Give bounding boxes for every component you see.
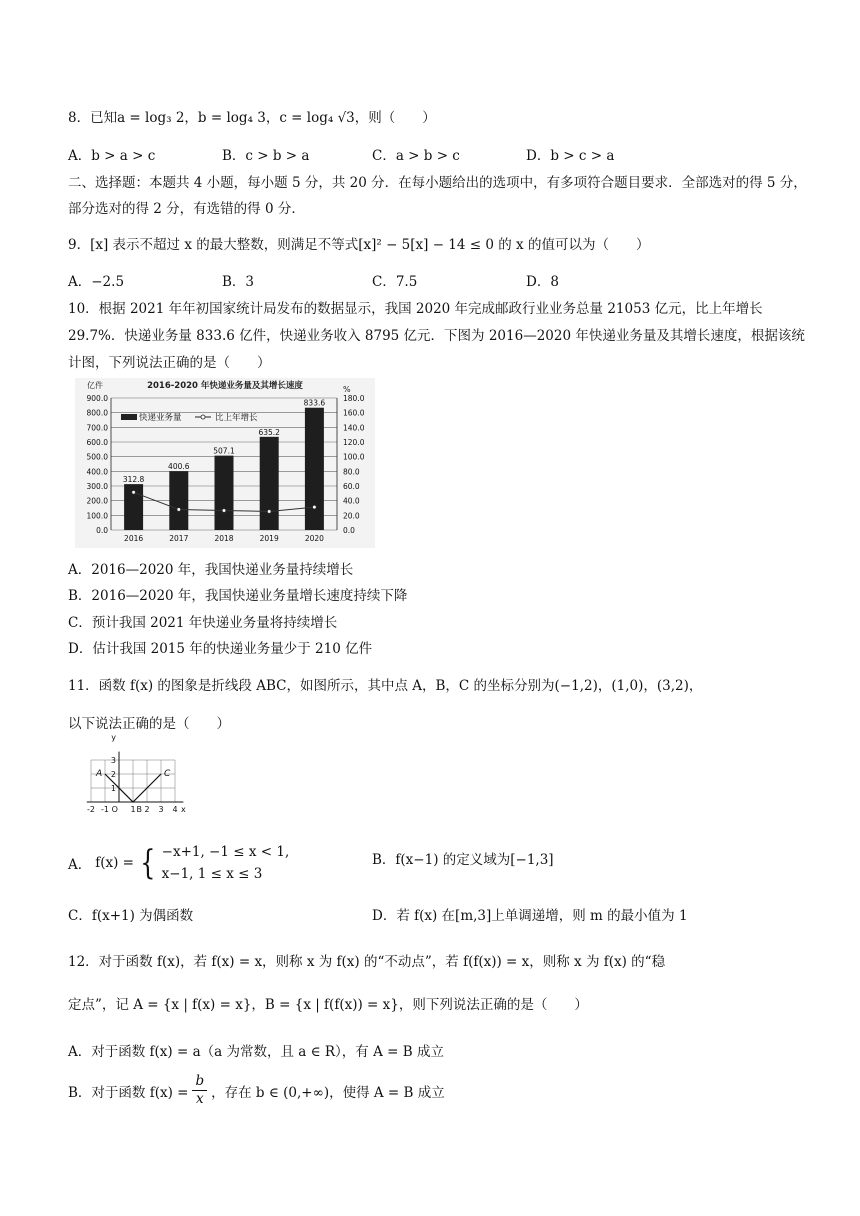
q8-option-c: C．a > b > c xyxy=(372,148,460,164)
q11-stem-line2: 以下说法正确的是（ ） xyxy=(68,716,230,732)
q9-stem: 9．[x] 表示不超过 x 的最大整数，则满足不等式[x]² − 5[x] − 14 ≤ 0 的 x 的值可以为（ ） xyxy=(68,237,650,253)
legend-bar-label: 快递业务量 xyxy=(139,413,182,423)
q9-option-b: B．3 xyxy=(222,274,255,290)
chart-title: 2016-2020 年快递业务量及其增长速度 xyxy=(147,381,303,391)
chart-left-tick-label: 500.0 xyxy=(86,452,108,462)
q11-y-tick-label: 1 xyxy=(110,784,116,793)
q11-point-label-a: A xyxy=(96,769,103,779)
chart-right-tick-label: 20.0 xyxy=(343,511,360,521)
q11-option-d: D．若 f(x) 在[m,3]上单调递增，则 m 的最小值为 1 xyxy=(372,908,688,924)
legend-line-label: 比上年增长 xyxy=(215,413,258,423)
legend-bar-swatch xyxy=(121,414,137,420)
q8-option-b: B．c > b > a xyxy=(222,148,310,164)
chart-growth-point xyxy=(177,508,181,512)
q11-graph xyxy=(75,733,200,820)
chart-x-tick-label: 2020 xyxy=(304,534,324,543)
q10-option-c: C．预计我国 2021 年快递业务量将持续增长 xyxy=(68,615,338,631)
chart-left-tick-label: 0.0 xyxy=(96,526,108,535)
q12-option-b xyxy=(68,1073,445,1108)
chart-x-tick-label: 2016 xyxy=(124,534,144,543)
q11-x-tick-label: 3 xyxy=(158,805,164,814)
q11-option-a-fx: f(x) = xyxy=(95,855,134,871)
q11-y-tick-label: 2 xyxy=(110,770,116,779)
chart-right-tick-label: 160.0 xyxy=(343,408,365,418)
q11-x-tick-label: O xyxy=(111,805,118,814)
q10-stem: 10．根据 2021 年年初国家统计局发布的数据显示，我国 2020 年完成邮政行业业务总量 21053 亿元，比上年增长 29.7%．快递业务量 833.6 亿件，快递业务收入 8795 亿元．下图为 2016—2020 年快递业务量及其增长速度，根据该统计图，下列说法正确的是（ ） xyxy=(68,301,805,371)
q12-stem-line1: 12．对于函数 f(x)，若 f(x) = x，则称 x 为 f(x) 的“不动点”，若 f(f(x)) = x，则称 x 为 f(x) 的“稳 xyxy=(68,954,666,970)
q11-option-c: C．f(x+1) 为偶函数 xyxy=(68,908,194,924)
q11-option-a xyxy=(68,841,289,885)
q8-stem: 8．已知a = log₃ 2，b = log₄ 3，c = log₄ √3，则（ ） xyxy=(68,110,436,126)
q11-x-tick-label: 1 xyxy=(130,805,136,814)
q10-option-d: D．估计我国 2015 年的快递业务量少于 210 亿件 xyxy=(68,641,373,657)
chart-left-tick-label: 100.0 xyxy=(86,511,108,521)
q10-option-b: B．2016—2020 年，我国快递业务量增长速度持续下降 xyxy=(68,588,408,604)
q8-option-d: D．b > c > a xyxy=(526,148,615,164)
q12-stem-line2: 定点”，记 A = {x | f(x) = x}，B = {x | f(f(x)) = x}，则下列说法正确的是（ ） xyxy=(68,997,588,1013)
chart-left-tick-label: 200.0 xyxy=(86,496,108,506)
q11-option-b: B．f(x−1) 的定义域为[−1,3] xyxy=(372,852,554,868)
chart-bar-value-label: 507.1 xyxy=(213,446,235,456)
q12-fraction-numerator: b xyxy=(192,1073,207,1091)
chart-right-tick-label: 0.0 xyxy=(343,526,355,535)
q11-x-tick-label: x xyxy=(181,805,186,814)
q11-graph-grid xyxy=(91,760,175,802)
q11-point-label-c: C xyxy=(164,769,171,779)
q11-case-1: −x+1, −1 ≤ x < 1, xyxy=(161,844,290,860)
chart-growth-point xyxy=(267,510,271,514)
chart-svg xyxy=(75,378,375,548)
q11-x-tick-label: 4 xyxy=(172,805,178,814)
chart-bar xyxy=(215,456,234,530)
chart-right-tick-label: 40.0 xyxy=(343,496,360,506)
q12-option-b-prefix: B．对于函数 f(x) = xyxy=(68,1084,189,1101)
q9-option-d: D．8 xyxy=(526,274,559,290)
q10-option-a: A．2016—2020 年，我国快递业务量持续增长 xyxy=(68,562,354,578)
chart-right-tick-label: 140.0 xyxy=(343,423,365,433)
chart-left-tick-label: 900.0 xyxy=(86,394,108,403)
q11-x-tick-label: 2 xyxy=(144,805,150,814)
chart-bar-value-label: 400.6 xyxy=(168,462,190,472)
q11-option-a-prefix: A． xyxy=(68,857,92,873)
chart-right-tick-label: 100.0 xyxy=(343,452,365,462)
chart-left-unit: 亿件 xyxy=(87,381,103,390)
chart-right-tick-label: 120.0 xyxy=(343,438,365,447)
chart-bar xyxy=(305,408,324,530)
q11-graph-svg xyxy=(75,733,200,820)
chart-bar-value-label: 312.8 xyxy=(122,475,145,485)
chart-left-tick-label: 400.0 xyxy=(86,467,108,477)
chart-bar xyxy=(169,471,188,530)
q9-option-c: C．7.5 xyxy=(372,274,418,290)
chart-right-unit: % xyxy=(343,385,351,394)
q11-x-tick-label: -1 xyxy=(101,805,109,814)
q11-x-tick-label: -2 xyxy=(87,805,95,814)
q11-stem-line1: 11．函数 f(x) 的图象是折线段 ABC，如图所示，其中点 A，B，C 的坐标分别为(−1,2)，(1,0)，(3,2)， xyxy=(68,678,703,694)
chart-growth-point xyxy=(222,509,226,513)
q11-y-tick-label: y xyxy=(111,733,116,742)
q11-x-tick-label: B xyxy=(136,805,143,814)
chart-bar-value-label: 833.6 xyxy=(303,398,326,408)
section-2-instructions: 二、选择题：本题共 4 小题，每小题 5 分，共 20 分．在每小题给出的选项中，有多项符合题目要求．全部选对的得 5 分，部分选对的得 2 分，有选错的得 0 分． xyxy=(68,175,807,217)
chart-left-tick-label: 800.0 xyxy=(86,408,108,418)
chart-bar-value-label: 635.2 xyxy=(258,427,280,437)
q12-fraction xyxy=(192,1073,207,1108)
q11-case-2: x−1, 1 ≤ x ≤ 3 xyxy=(161,866,263,882)
chart-left-tick-label: 600.0 xyxy=(86,438,108,447)
chart-right-tick-label: 60.0 xyxy=(343,482,360,491)
chart-growth-point xyxy=(132,491,136,495)
chart-left-tick-label: 300.0 xyxy=(86,482,108,491)
q11-y-tick-label: 3 xyxy=(110,756,116,765)
chart-left-tick-label: 700.0 xyxy=(86,423,108,433)
express-volume-chart xyxy=(75,378,375,548)
q12-fraction-denominator: x xyxy=(195,1091,204,1107)
chart-x-tick-label: 2019 xyxy=(259,534,279,543)
q11-brace: { xyxy=(140,843,156,883)
chart-x-tick-label: 2018 xyxy=(214,534,234,543)
chart-right-tick-label: 180.0 xyxy=(343,394,365,403)
chart-bar xyxy=(260,437,279,530)
q11-piecewise-cases xyxy=(162,841,290,885)
chart-x-tick-label: 2017 xyxy=(169,534,189,543)
legend-line-marker xyxy=(201,415,205,419)
q8-option-a: A．b > a > c xyxy=(68,148,156,164)
q12-option-b-suffix: ，存在 b ∈ (0,+∞)，使得 A = B 成立 xyxy=(211,1084,445,1101)
q9-option-a: A．−2.5 xyxy=(68,274,125,290)
chart-growth-point xyxy=(313,505,317,509)
chart-right-tick-label: 80.0 xyxy=(343,467,360,477)
q12-option-a: A．对于函数 f(x) = a（a 为常数，且 a ∈ R），有 A = B 成立 xyxy=(68,1044,444,1060)
